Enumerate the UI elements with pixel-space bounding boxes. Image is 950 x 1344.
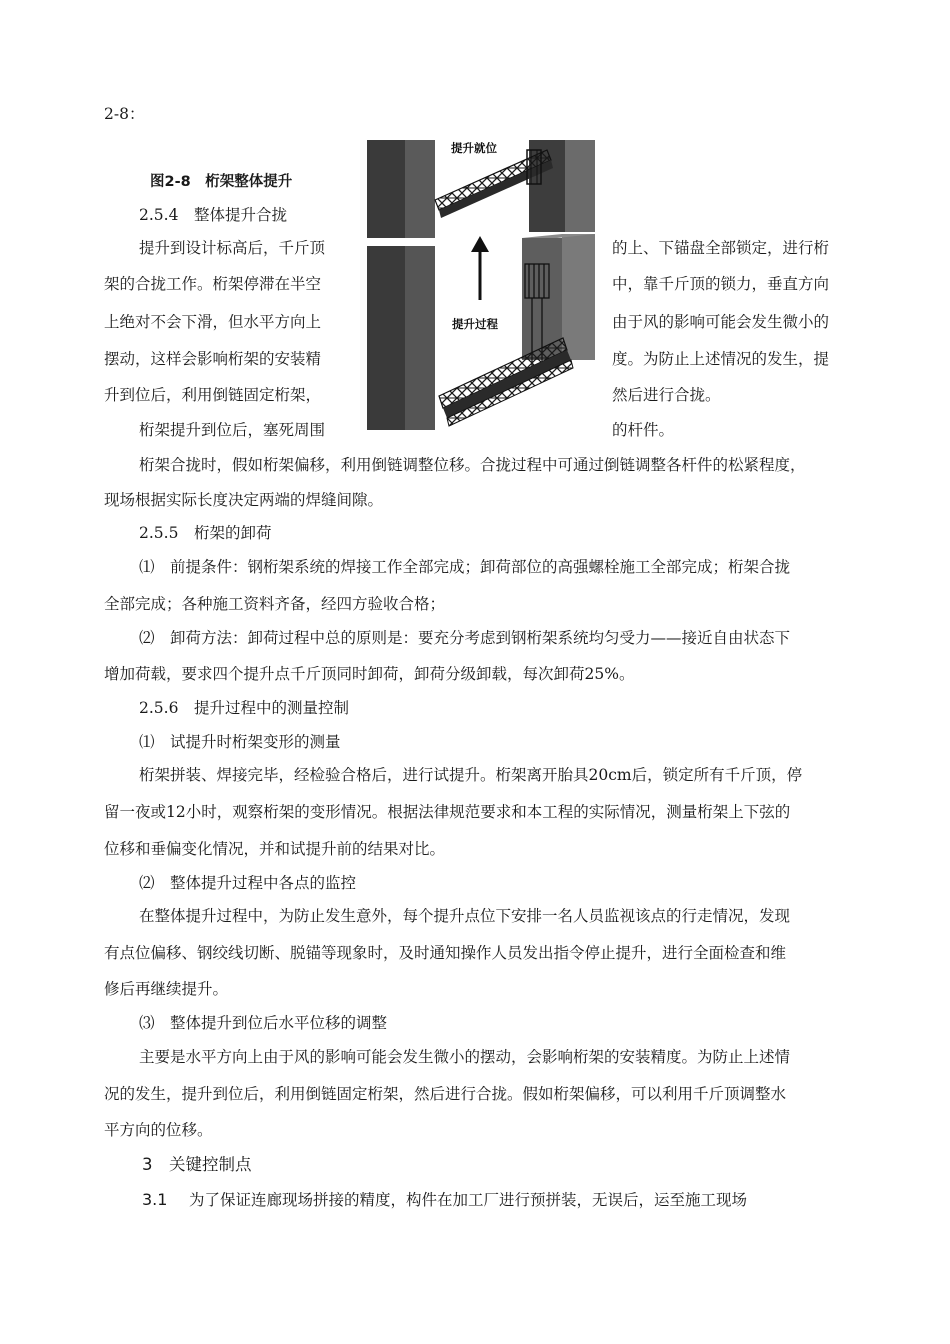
label-in-position: 提升就位 bbox=[451, 141, 497, 155]
paragraph-line: 修后再继续提升。 bbox=[104, 980, 229, 998]
paragraph-line: 留一夜或12小时，观察桁架的变形情况。根据法律规范要求和本工程的实际情况，测量桁架上下弦的 bbox=[104, 803, 791, 821]
text-line: 2-8： bbox=[104, 105, 145, 123]
wrap-line-left: 摆动，这样会影响桁架的安装精 bbox=[104, 350, 322, 368]
figure-caption: 图2-8 桁架整体提升 bbox=[150, 174, 293, 190]
column-top-left bbox=[367, 140, 435, 238]
wrap-line-left: 提升到设计标高后，千斤顶 bbox=[139, 239, 326, 257]
item-number: 3.1 bbox=[142, 1190, 168, 1209]
wrap-line-right: 然后进行合拢。 bbox=[612, 386, 721, 404]
label-lifting-process: 提升过程 bbox=[452, 317, 498, 331]
paragraph-line: 增加荷载，要求四个提升点千斤顶同时卸荷，卸荷分级卸载，每次卸荷25%。 bbox=[104, 665, 635, 683]
truss-lifting-illustration bbox=[367, 138, 595, 430]
wrap-line-right: 的杆件。 bbox=[612, 421, 675, 439]
paragraph-line: 为了保证连廊现场拼接的精度，构件在加工厂进行预拼装，无误后，运至施工现场 bbox=[189, 1191, 748, 1209]
subheading: ⑵ 整体提升过程中各点的监控 bbox=[139, 874, 357, 892]
wrap-line-left: 桁架提升到位后，塞死周围 bbox=[139, 421, 326, 439]
subheading: ⑴ 试提升时桁架变形的测量 bbox=[139, 733, 341, 751]
subheading: ⑶ 整体提升到位后水平位移的调整 bbox=[139, 1014, 388, 1032]
paragraph-line: 主要是水平方向上由于风的影响可能会发生微小的摆动，会影响桁架的安装精度。为防止上述情 bbox=[139, 1048, 791, 1066]
wrap-line-right: 的上、下锚盘全部锁定，进行桁 bbox=[612, 239, 830, 257]
paragraph-line: 位移和垂偏变化情况，并和试提升前的结果对比。 bbox=[104, 840, 446, 858]
wrap-line-right: 度。为防止上述情况的发生，提 bbox=[612, 350, 830, 368]
paragraph-line: 桁架拼装、焊接完毕，经检验合格后，进行试提升。桁架离开胎具20cm后，锁定所有千斤顶，停 bbox=[139, 766, 803, 784]
section-heading-2-5-4: 2.5.4 整体提升合拢 bbox=[139, 206, 287, 224]
paragraph-line: 况的发生，提升到位后，利用倒链固定桁架，然后进行合拢。假如桁架偏移，可以利用千斤顶调整水 bbox=[104, 1085, 787, 1103]
wrap-line-right: 由于风的影响可能会发生微小的 bbox=[612, 313, 830, 331]
paragraph-line: 在整体提升过程中，为防止发生意外，每个提升点位下安排一名人员监视该点的行走情况，发现 bbox=[139, 907, 791, 925]
section-heading-3: 3 关键控制点 bbox=[142, 1155, 252, 1174]
paragraph-line: ⑵ 卸荷方法：卸荷过程中总的原则是：要充分考虑到钢桁架系统均匀受力——接近自由状态下 bbox=[139, 629, 791, 647]
paragraph-line: 桁架合拢时，假如桁架偏移，利用倒链调整位移。合拢过程中可通过倒链调整各杆件的松紧程度， bbox=[139, 456, 806, 474]
paragraph-line: 全部完成；各种施工资料齐备，经四方验收合格； bbox=[104, 595, 446, 613]
paragraph-line: ⑴ 前提条件：钢桁架系统的焊接工作全部完成；卸荷部位的高强螺栓施工全部完成；桁架合拢 bbox=[139, 558, 791, 576]
paragraph-line: 平方向的位移。 bbox=[104, 1121, 213, 1139]
wrap-line-left: 上绝对不会下滑，但水平方向上 bbox=[104, 313, 322, 331]
wrap-line-right: 中，靠千斤顶的锁力，垂直方向 bbox=[612, 275, 830, 293]
section-heading-2-5-5: 2.5.5 桁架的卸荷 bbox=[139, 524, 272, 542]
wrap-line-left: 升到位后，利用倒链固定桁架， bbox=[104, 386, 322, 404]
column-bottom-left bbox=[367, 246, 435, 430]
wrap-line-left: 架的合拢工作。桁架停滞在半空 bbox=[104, 275, 322, 293]
paragraph-line: 现场根据实际长度决定两端的焊缝间隙。 bbox=[104, 491, 384, 509]
truss-lifting-figure bbox=[367, 138, 595, 430]
section-heading-2-5-6: 2.5.6 提升过程中的测量控制 bbox=[139, 699, 349, 717]
paragraph-line: 有点位偏移、钢绞线切断、脱锚等现象时，及时通知操作人员发出指令停止提升，进行全面检查和维 bbox=[104, 944, 787, 962]
